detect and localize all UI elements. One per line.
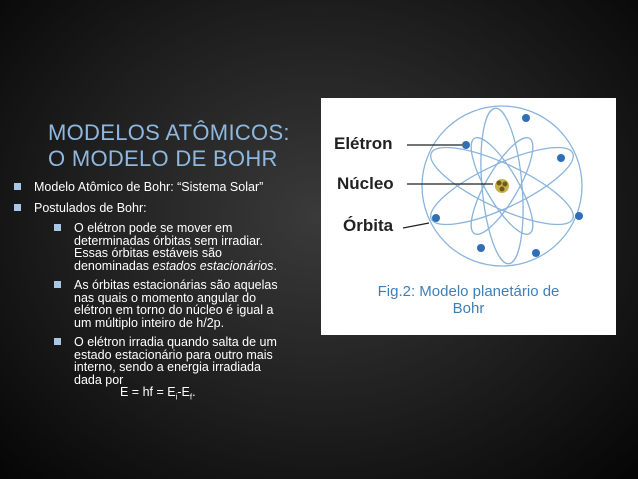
postulate-2-line-1: As órbitas estacionárias são aquelas (74, 278, 278, 292)
title-line-2: O MODELO DE BOHR (48, 146, 278, 171)
postulate-1-line-2: determinadas órbitas sem irradiar. (74, 233, 263, 248)
square-bullet-icon (54, 281, 61, 288)
electron (557, 154, 565, 162)
postulate-2-line-2: nas quais o momento angular do (74, 290, 257, 305)
slide-content (14, 180, 319, 411)
square-bullet-icon (54, 224, 61, 231)
postulate-3-line-3: interno, sendo a energia irradiada (74, 360, 261, 374)
electron (575, 212, 583, 220)
postulate-1-line-1: O elétron pode se mover em (74, 221, 233, 235)
slide-title (48, 120, 318, 172)
label-electron: Elétron (334, 134, 393, 153)
formula-part: -E (177, 385, 190, 399)
formula-subscript-f: f (189, 392, 193, 402)
pointer-lines (403, 145, 493, 228)
postulate-2-line-3: elétron em torno do núcleo é igual a (74, 303, 274, 317)
postulate-3-line-4: dada por (74, 372, 124, 387)
postulate-3 (54, 336, 319, 404)
postulate-3-line-2: estado estacionário para outro mais (74, 347, 273, 362)
figure-caption (321, 283, 616, 317)
postulate-1-line-4 (74, 260, 319, 273)
pointer-line-orbit (403, 223, 429, 228)
postulate-2-line-4: um múltiplo inteiro de h/2p. (74, 315, 225, 330)
square-bullet-icon (14, 183, 21, 190)
electron (522, 114, 530, 122)
postulate-1-period: . (273, 258, 277, 273)
caption-line-1: Fig.2: Modelo planetário de (377, 283, 560, 300)
nucleus-particle (500, 187, 505, 192)
electron (432, 214, 440, 222)
postulates-list (14, 222, 319, 404)
formula-part: E = hf = E (120, 385, 176, 399)
bullet-text: Modelo Atômico de Bohr: “Sistema Solar” (34, 180, 264, 194)
postulate-1-line-3: Essas órbitas estáveis são (74, 246, 222, 260)
label-nucleus: Núcleo (337, 174, 394, 193)
bullet-postulates (14, 201, 319, 215)
postulate-1-text: denominadas (74, 258, 153, 273)
energy-formula (74, 386, 319, 404)
postulate-3-line-1: O elétron irradia quando salta de um (74, 335, 277, 349)
formula-period: . (192, 385, 196, 399)
nucleus (495, 179, 509, 193)
electron (477, 244, 485, 252)
title-line-1: MODELOS ATÔMICOS: (48, 120, 290, 145)
nucleus-particle (503, 182, 508, 187)
bohr-model-figure (321, 98, 616, 335)
postulate-1-emphasis: estados estacionários (152, 258, 274, 273)
square-bullet-icon (14, 204, 21, 211)
square-bullet-icon (54, 338, 61, 345)
formula-subscript-i: i (175, 392, 178, 402)
label-orbit: Órbita (343, 216, 394, 235)
nucleus-particle (497, 181, 502, 186)
caption-line-2: Bohr (452, 300, 485, 317)
electron (462, 141, 470, 149)
postulate-2 (54, 279, 319, 329)
bullet-bohr-model (14, 180, 319, 194)
postulate-1 (54, 222, 319, 272)
bullet-text: Postulados de Bohr: (34, 201, 147, 215)
electron (532, 249, 540, 257)
